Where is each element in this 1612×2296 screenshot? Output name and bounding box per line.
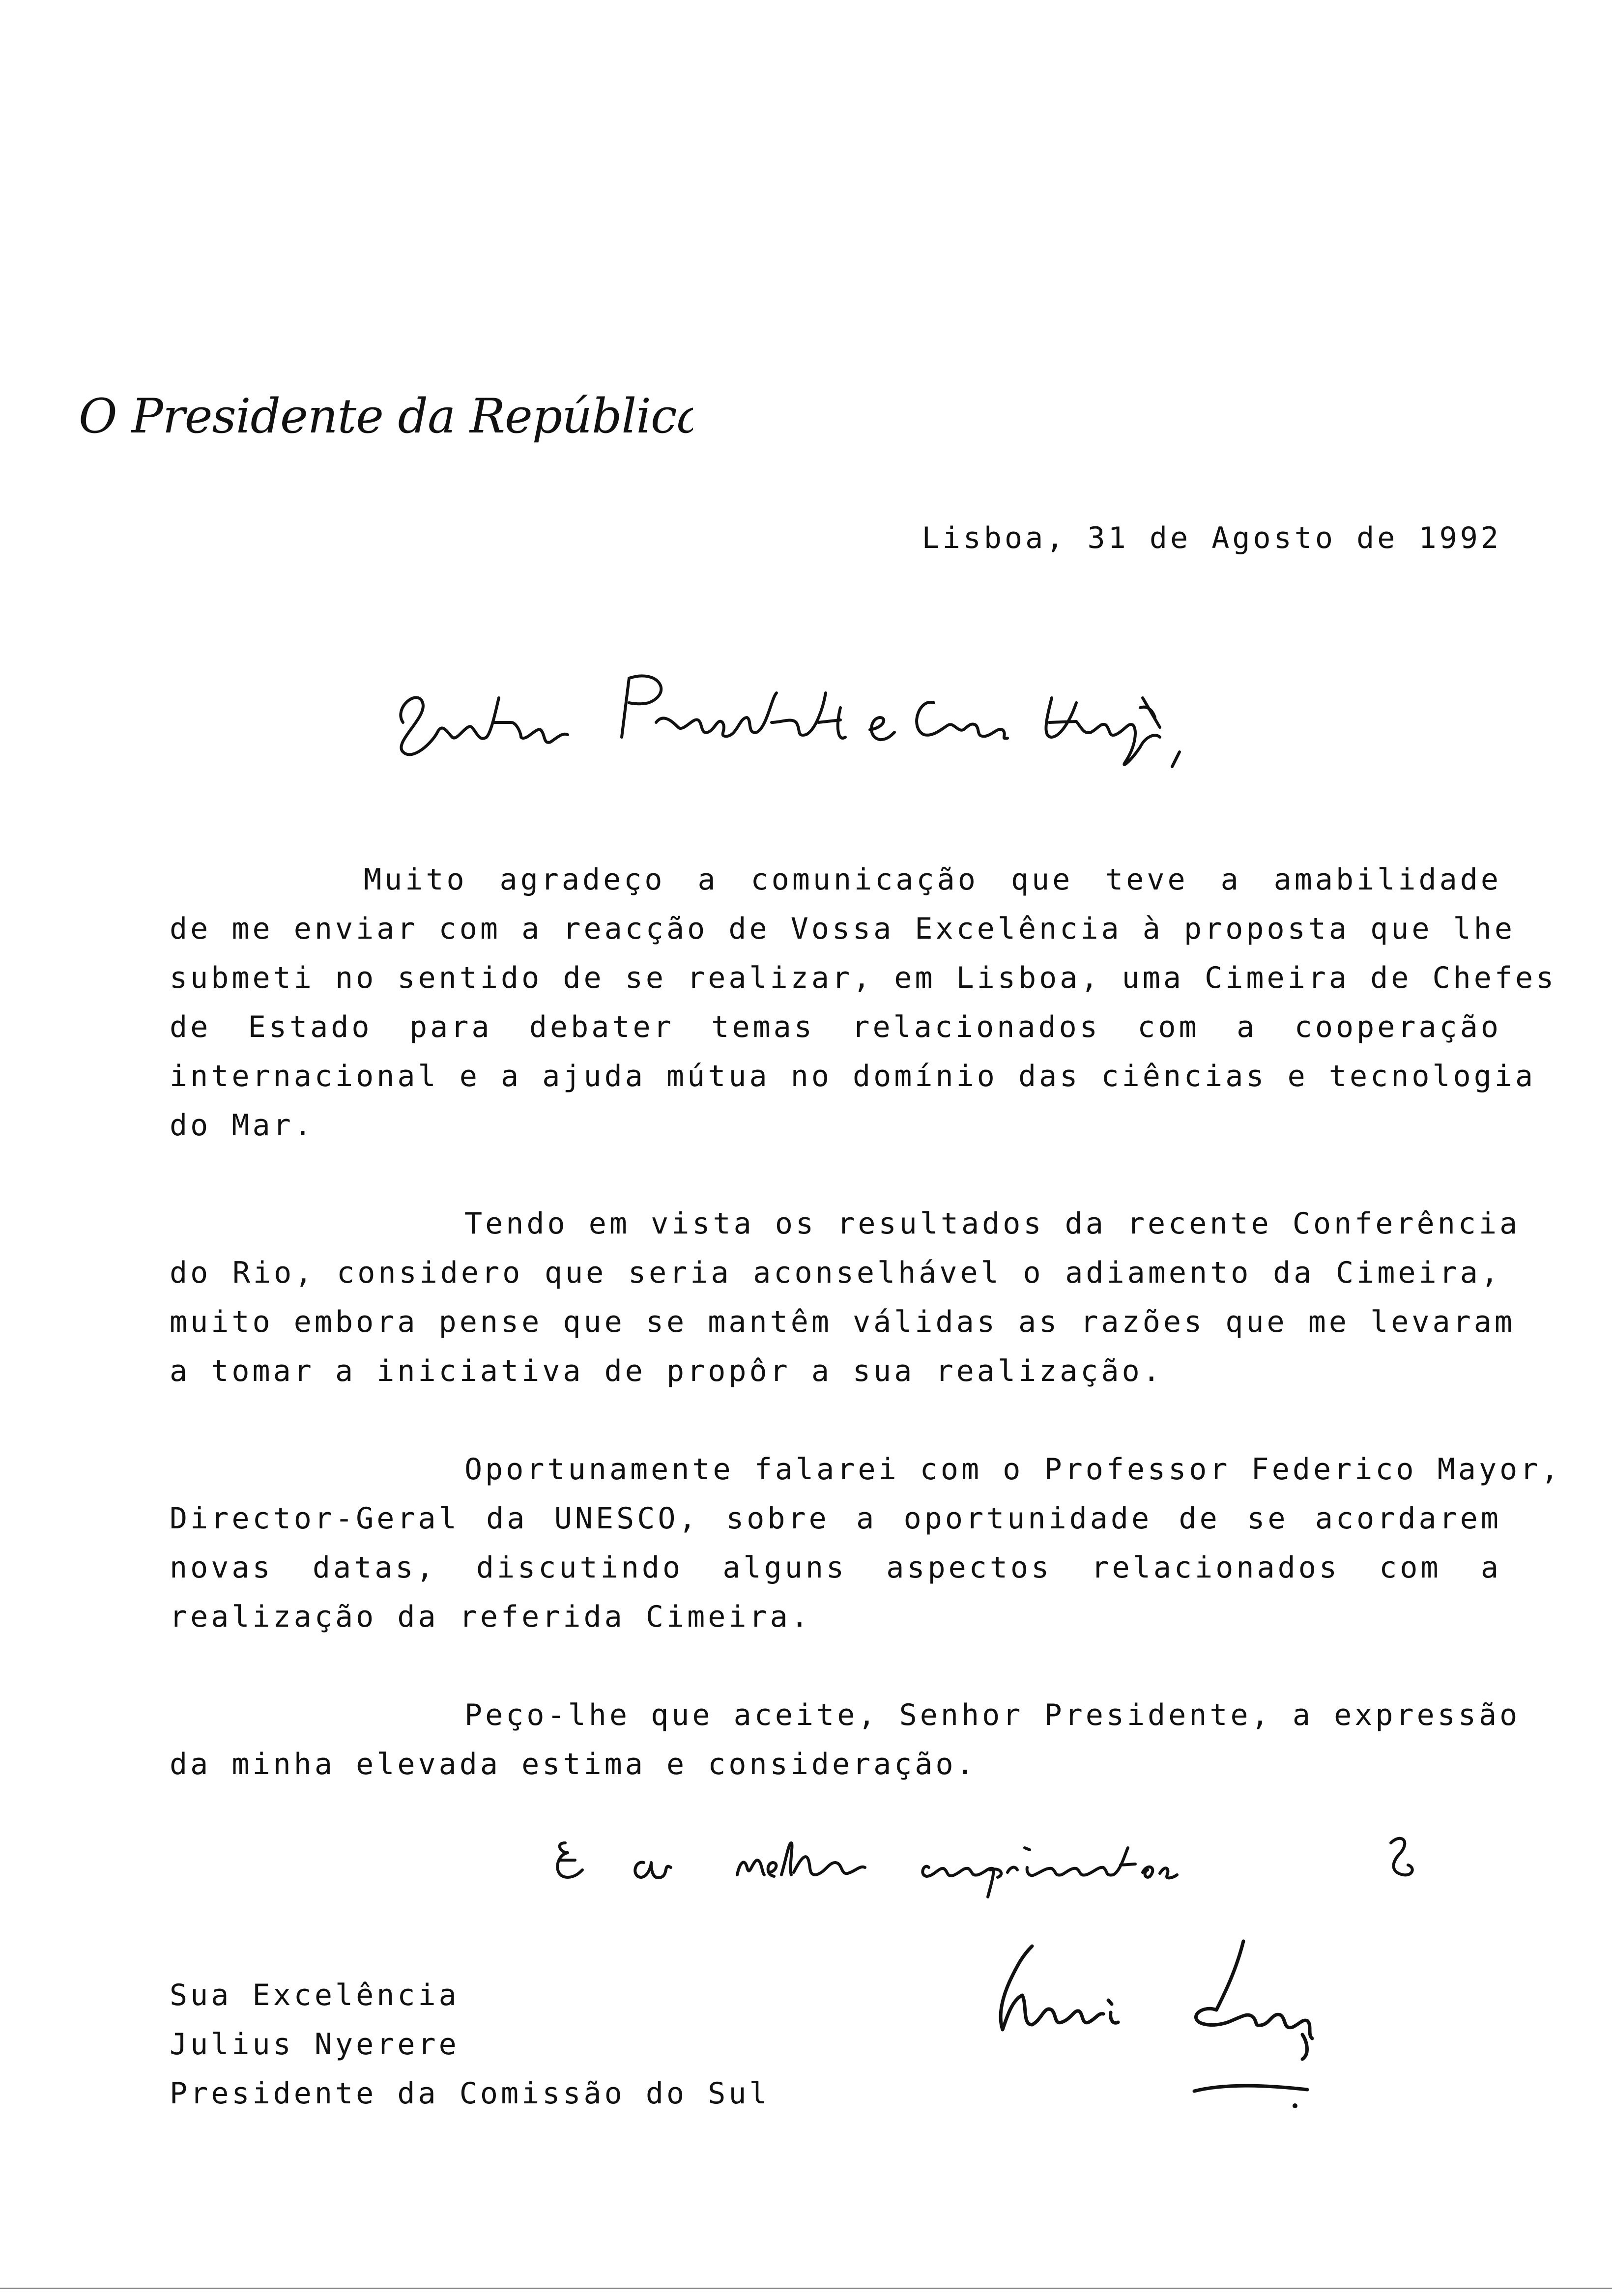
letterhead [79,383,693,452]
addressee-line-3: Presidente da Comissão do Sul [170,2076,770,2111]
paragraph-1-line-2: de me enviar com a reacção de Vossa Excelência à proposta que lhe [170,912,1515,946]
letter-date: Lisboa, 31 de Agosto de 1992 [921,521,1501,555]
paragraph-1-line-6: do Mar. [170,1108,315,1143]
addressee-line-2: Julius Nyerere [170,2027,460,2062]
scan-edge-line [0,2288,1612,2289]
letterhead-script [79,383,693,452]
paragraph-2-line-3: muito embora pense que se mantêm válidas as razões que me levaram [170,1305,1515,1339]
signature [968,1926,1342,2113]
handwritten-salutation [374,649,1209,776]
paragraph-3-line-3: novas datas, discutindo alguns aspectos relacionados com a [170,1550,1501,1585]
paragraph-1-line-3: submeti no sentido de se realizar, em Lisboa, uma Cimeira de Chefes [170,961,1557,995]
letterhead-title: O Presidente da República [79,389,693,444]
paragraph-2-line-1: Tendo em vista os resultados da recente Conferência [464,1206,1521,1241]
paragraph-1-line-1: Muito agradeço a comunicação que teve a amabilidade [364,862,1501,897]
paragraph-1 [170,855,1557,1150]
letter-body [170,855,1562,1838]
paragraph-4-line-2: da minha elevada estima e consideração. [170,1747,977,1781]
paragraph-3-line-2: Director-Geral da UNESCO, sobre a oportunidade de se acordarem [170,1501,1501,1536]
paragraph-4 [170,1691,1521,1789]
salutation-handwriting [374,649,1209,776]
paragraph-1-line-4: de Estado para debater temas relacionados com a cooperação [170,1010,1501,1044]
addressee-line-1: Sua Excelência [170,1978,460,2012]
paragraph-3 [170,1445,1562,1641]
addressee-block [170,1971,770,2118]
paragraph-3-line-4: realização da referida Cimeira. [170,1600,811,1634]
paragraph-2-line-2: do Rio, considero que seria aconselhável o adiamento da Cimeira, [170,1256,1501,1290]
paragraph-2-line-4: a tomar a iniciativa de propôr a sua realização. [170,1354,1163,1388]
signature-text: Mário Soares [968,1926,972,1927]
paragraph-4-line-1: Peço-lhe que aceite, Senhor Presidente, a expressão [464,1698,1521,1732]
signature-handwriting [968,1926,1342,2113]
handwritten-closing [546,1813,1430,1912]
paragraph-1-line-5: internacional e a ajuda mútua no domínio das ciências e tecnologia [170,1059,1536,1093]
paragraph-3-line-1: Oportunamente falarei com o Professor Federico Mayor, [464,1452,1562,1487]
paragraph-2 [170,1199,1521,1396]
closing-text: E as melhores cumprimentos e [546,1813,554,1814]
closing-handwriting [546,1813,1430,1912]
